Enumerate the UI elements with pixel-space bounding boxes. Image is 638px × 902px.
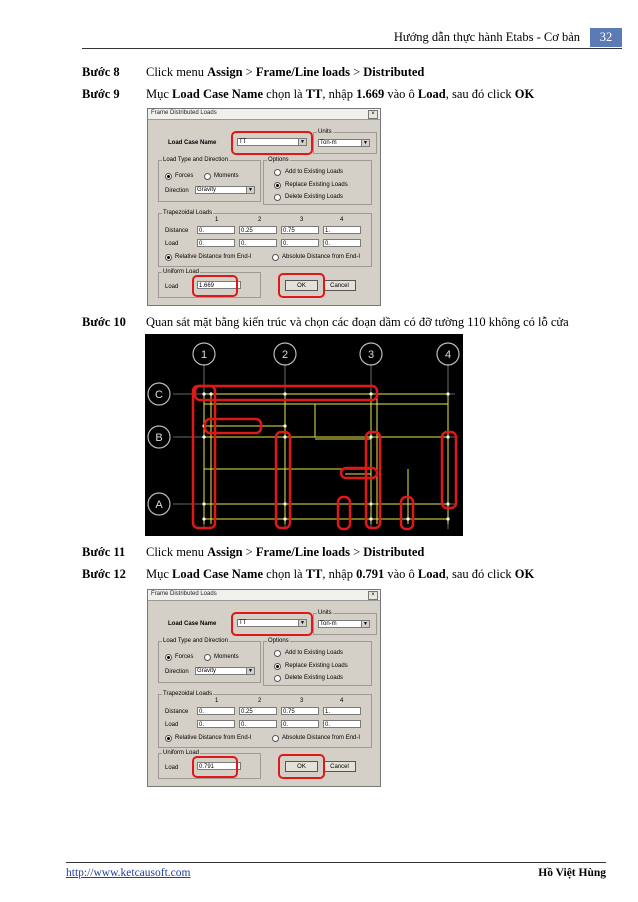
add-existing-radio[interactable] bbox=[274, 169, 281, 176]
node-point bbox=[202, 392, 205, 395]
distance-input-1[interactable]: 0. bbox=[197, 707, 235, 715]
moments-radio[interactable] bbox=[204, 173, 211, 180]
node-point bbox=[369, 435, 372, 438]
step-label: Bước 9 bbox=[82, 87, 120, 101]
node-point bbox=[283, 517, 286, 520]
distance-input-4[interactable]: 1. bbox=[323, 707, 361, 715]
step-text: Click menu Assign > Frame/Line loads > Distributed bbox=[146, 545, 425, 559]
distance-input-2[interactable]: 0.25 bbox=[239, 226, 277, 234]
distance-input-3[interactable]: 0.75 bbox=[281, 226, 319, 234]
load-input-1[interactable]: 0. bbox=[197, 239, 235, 247]
footer-author: Hồ Việt Hùng bbox=[538, 867, 606, 879]
close-icon[interactable]: × bbox=[368, 591, 378, 600]
direction-select[interactable]: Gravity ▼ bbox=[195, 186, 255, 194]
load-input-1[interactable]: 0. bbox=[197, 720, 235, 728]
node-point bbox=[202, 502, 205, 505]
grid-label-B: B bbox=[155, 432, 163, 444]
cancel-button[interactable]: Cancel bbox=[323, 761, 356, 772]
frame-distributed-loads-dialog-1 bbox=[147, 108, 381, 306]
cancel-button[interactable]: Cancel bbox=[323, 280, 356, 291]
node-point bbox=[369, 502, 372, 505]
step-text: Quan sát mặt bằng kiến trúc và chọn các đoạn dầm có đỡ tường 110 không có lỗ cửa bbox=[146, 315, 569, 329]
load-type-group: Load Type and Direction Forces Moments Direction Gravity ▼ bbox=[158, 160, 261, 202]
grid-label-A: A bbox=[155, 499, 163, 511]
chevron-down-icon: ▼ bbox=[361, 621, 369, 627]
distance-input-3[interactable]: 0.75 bbox=[281, 707, 319, 715]
dialog-titlebar bbox=[148, 109, 380, 120]
units-select[interactable]: Ton-m ▼ bbox=[318, 620, 370, 628]
direction-select[interactable]: Gravity ▼ bbox=[195, 667, 255, 675]
highlight-uniform-load bbox=[192, 275, 238, 297]
step-label: Bước 8 bbox=[82, 65, 120, 79]
units-select[interactable]: Ton-m ▼ bbox=[318, 139, 370, 147]
highlight-uniform-load bbox=[192, 756, 238, 778]
architectural-plan-view bbox=[145, 334, 463, 536]
step-label: Bước 12 bbox=[82, 567, 126, 581]
node-point bbox=[446, 435, 449, 438]
chevron-down-icon: ▼ bbox=[298, 620, 306, 626]
close-icon[interactable]: × bbox=[368, 110, 378, 119]
footer-link[interactable]: http://www.ketcausoft.com bbox=[66, 867, 191, 879]
highlight-load-case bbox=[231, 612, 313, 636]
replace-existing-radio[interactable] bbox=[274, 182, 281, 189]
load-case-select[interactable]: TT ▼ bbox=[237, 138, 307, 146]
distance-input-1[interactable]: 0. bbox=[197, 226, 235, 234]
node-point bbox=[202, 517, 205, 520]
load-input-2[interactable]: 0. bbox=[239, 239, 277, 247]
node-point bbox=[406, 517, 409, 520]
grid-label-C: C bbox=[155, 389, 163, 401]
highlight-ok bbox=[278, 754, 325, 779]
step-text: Mục Load Case Name chọn là TT, nhập 0.791 vào ô Load, sau đó click OK bbox=[146, 567, 535, 581]
uniform-load-group: Uniform Load Load 0.791 bbox=[158, 753, 261, 779]
page-footer bbox=[66, 862, 606, 881]
dialog-title: Frame Distributed Loads bbox=[151, 591, 217, 597]
uniform-load-input[interactable]: 0.791 bbox=[197, 762, 241, 770]
grid-label-4: 4 bbox=[444, 349, 452, 361]
header-title: Hướng dẫn thực hành Etabs - Cơ bản bbox=[393, 30, 580, 44]
load-case-label: Load Case Name bbox=[168, 140, 217, 146]
node-point bbox=[283, 424, 286, 427]
dialog-titlebar bbox=[148, 590, 380, 601]
load-input-4[interactable]: 0. bbox=[323, 239, 361, 247]
distance-input-2[interactable]: 0.25 bbox=[239, 707, 277, 715]
highlight-ok bbox=[278, 273, 325, 298]
units-group: Units Ton-m ▼ bbox=[313, 613, 377, 635]
absolute-distance-radio[interactable] bbox=[272, 254, 279, 261]
relative-distance-radio[interactable] bbox=[165, 735, 172, 742]
node-point bbox=[446, 392, 449, 395]
page-number: 32 bbox=[590, 28, 622, 47]
trapezoidal-group: Trapezoidal Loads 1 2 3 4 Distance 0. 0.25 0.75 1. Load 0. 0. 0. 0. Relative Distance from End-I Absolute Distance from End-I bbox=[158, 213, 372, 267]
forces-radio[interactable] bbox=[165, 173, 172, 180]
selection-highlight bbox=[276, 432, 290, 528]
relative-distance-radio[interactable] bbox=[165, 254, 172, 261]
node-point bbox=[446, 502, 449, 505]
highlight-load-case bbox=[231, 131, 313, 155]
load-input-3[interactable]: 0. bbox=[281, 239, 319, 247]
replace-existing-radio[interactable] bbox=[274, 663, 281, 670]
load-type-group: Load Type and Direction Forces Moments Direction Gravity ▼ bbox=[158, 641, 261, 683]
node-point bbox=[283, 502, 286, 505]
forces-radio[interactable] bbox=[165, 654, 172, 661]
selection-highlight bbox=[401, 497, 413, 529]
step-text: Mục Load Case Name chọn là TT, nhập 1.669 vào ô Load, sau đó click OK bbox=[146, 87, 535, 101]
node-point bbox=[283, 392, 286, 395]
uniform-load-input[interactable]: 1.669 bbox=[197, 281, 241, 289]
load-input-2[interactable]: 0. bbox=[239, 720, 277, 728]
options-group: Options Add to Existing Loads Replace Existing Loads Delete Existing Loads bbox=[263, 641, 372, 686]
distance-input-4[interactable]: 1. bbox=[323, 226, 361, 234]
dialog-title: Frame Distributed Loads bbox=[151, 110, 217, 116]
delete-existing-radio[interactable] bbox=[274, 194, 281, 201]
uniform-load-group: Uniform Load Load 1.669 bbox=[158, 272, 261, 298]
selection-highlight bbox=[366, 432, 380, 528]
plan-svg bbox=[145, 334, 463, 536]
chevron-down-icon: ▼ bbox=[361, 140, 369, 146]
units-group: Units Ton-m ▼ bbox=[313, 132, 377, 154]
ok-button[interactable]: OK bbox=[285, 761, 318, 772]
node-point bbox=[446, 517, 449, 520]
step-label: Bước 11 bbox=[82, 545, 126, 559]
add-existing-radio[interactable] bbox=[274, 650, 281, 657]
chevron-down-icon: ▼ bbox=[246, 187, 254, 193]
load-case-select[interactable]: TT ▼ bbox=[237, 619, 307, 627]
node-point bbox=[369, 392, 372, 395]
grid-label-3: 3 bbox=[367, 349, 375, 361]
trapezoidal-group: Trapezoidal Loads 1 2 3 4 Distance 0. 0.25 0.75 1. Load 0. 0. 0. 0. Relative Distance from End-I Absolute Distance from End-I bbox=[158, 694, 372, 748]
grid-label-2: 2 bbox=[281, 349, 289, 361]
step-label: Bước 10 bbox=[82, 315, 126, 329]
delete-existing-radio[interactable] bbox=[274, 675, 281, 682]
step-text: Click menu Assign > Frame/Line loads > Distributed bbox=[146, 65, 425, 79]
grid-label-1: 1 bbox=[200, 349, 208, 361]
chevron-down-icon: ▼ bbox=[246, 668, 254, 674]
moments-radio[interactable] bbox=[204, 654, 211, 661]
node-point bbox=[283, 435, 286, 438]
node-point bbox=[369, 517, 372, 520]
load-input-3[interactable]: 0. bbox=[281, 720, 319, 728]
load-input-4[interactable]: 0. bbox=[323, 720, 361, 728]
selection-highlight bbox=[442, 432, 456, 508]
absolute-distance-radio[interactable] bbox=[272, 735, 279, 742]
load-case-label: Load Case Name bbox=[168, 621, 217, 627]
options-group: Options Add to Existing Loads Replace Existing Loads Delete Existing Loads bbox=[263, 160, 372, 205]
chevron-down-icon: ▼ bbox=[298, 139, 306, 145]
ok-button[interactable]: OK bbox=[285, 280, 318, 291]
selection-highlight bbox=[338, 497, 350, 529]
node-point bbox=[202, 435, 205, 438]
frame-distributed-loads-dialog-2 bbox=[147, 589, 381, 787]
page-header bbox=[82, 28, 622, 49]
node-point bbox=[209, 392, 212, 395]
